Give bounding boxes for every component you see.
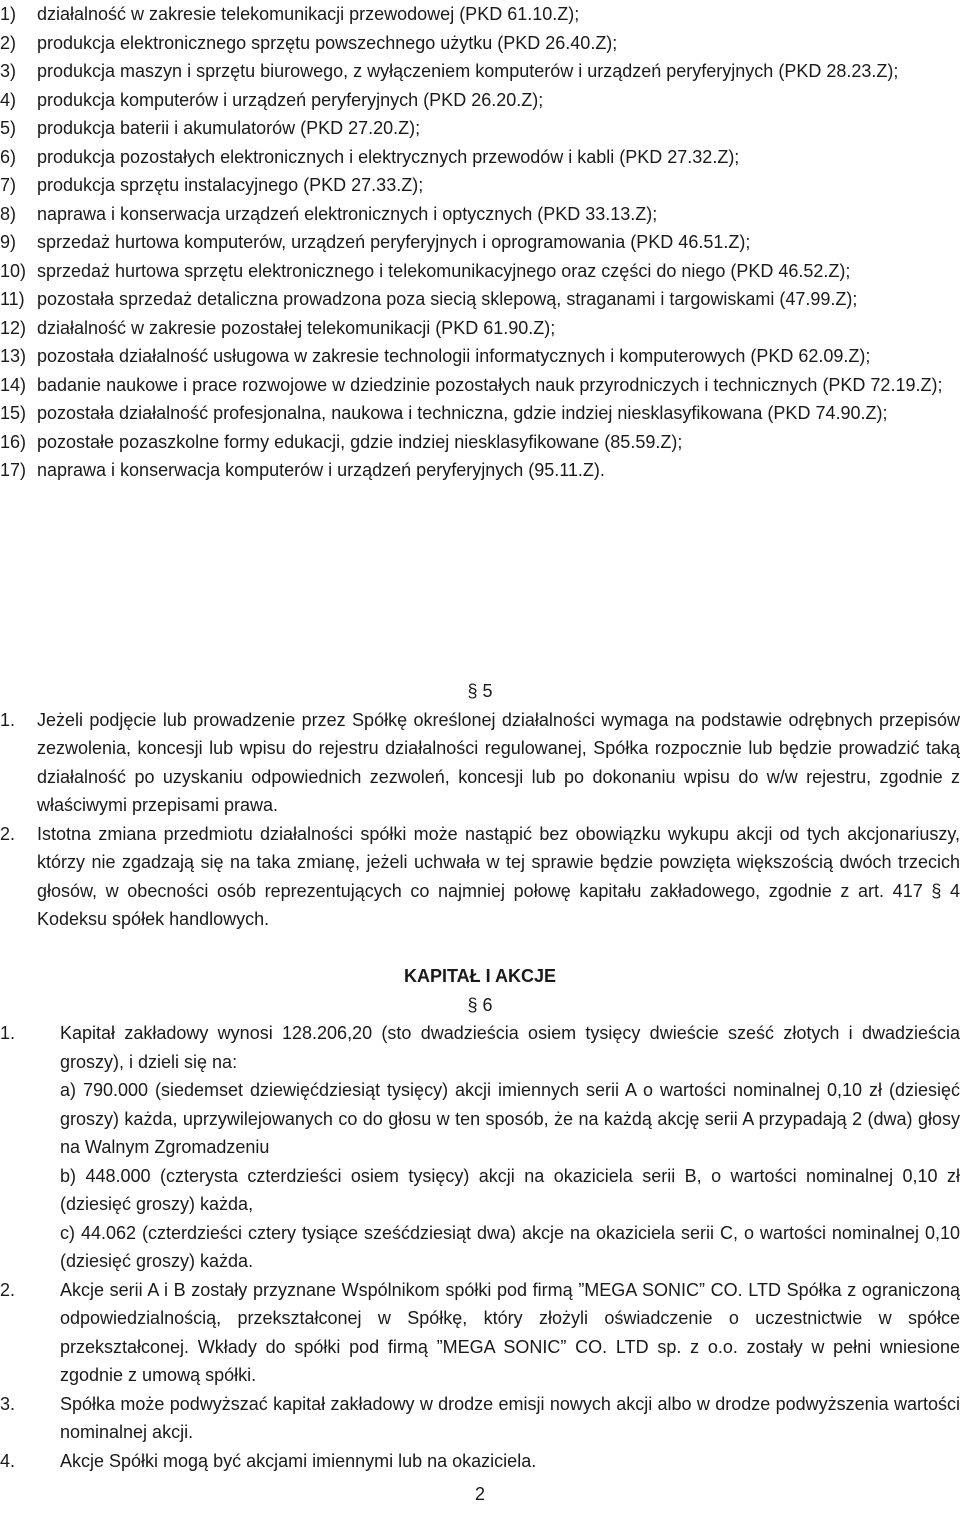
item-number: 17) (0, 460, 27, 480)
section-5-list (0, 706, 960, 934)
item-text: Akcje Spółki mogą być akcjami imiennymi lub na okaziciela. (60, 1450, 537, 1471)
item-number: 12) (0, 317, 27, 338)
item-number: 10) (0, 260, 27, 281)
item-text: sprzedaż hurtowa sprzętu elektronicznego i telekomunikacyjnego oraz części do niego (PKD 46.52.Z); (37, 260, 851, 281)
list-item (0, 143, 960, 172)
item-text: pozostała sprzedaż detaliczna prowadzona poza siecią sklepową, straganami i targowiskami (47.99.Z); (37, 289, 858, 309)
activity-list (0, 0, 960, 485)
list-item (0, 1447, 960, 1476)
list-item (0, 57, 960, 86)
sub-item-a: a) 790.000 (siedemset dziewięćdziesiąt tysięcy) akcji imiennych serii A o wartości nominalnej 0,10 zł (dziesięć groszy) każda, uprzywilejowanych co do głosu w ten sposób, że na każdą akcję serii A przypadają 2 (dwa) głosy na Walnym Zgromadzeniu (60, 1080, 960, 1157)
item-text: produkcja elektronicznego sprzętu powszechnego użytku (PKD 26.40.Z); (37, 32, 618, 53)
item-text: pozostała działalność profesjonalna, naukowa i techniczna, gdzie indziej niesklasyfikowana (PKD 74.90.Z); (37, 403, 888, 423)
list-item (0, 706, 960, 820)
list-item (0, 171, 960, 200)
item-number: 2. (0, 1279, 16, 1300)
item-text: badanie naukowe i prace rozwojowe w dziedzinie pozostałych nauk przyrodniczych i technicznych (PKD 72.19.Z); (37, 374, 943, 395)
list-item (0, 86, 960, 115)
list-item (0, 257, 960, 286)
item-number: 4) (0, 89, 17, 110)
list-item (0, 456, 960, 485)
section-6 (0, 962, 960, 1475)
list-item (0, 428, 960, 457)
list-item (0, 285, 960, 314)
list-item (0, 342, 960, 371)
item-number: 14) (0, 374, 27, 395)
item-number: 8) (0, 203, 17, 224)
list-item (0, 1019, 960, 1276)
item-text: sprzedaż hurtowa komputerów, urządzeń peryferyjnych i oprogramowania (PKD 46.51.Z); (37, 232, 751, 252)
item-text: naprawa i konserwacja komputerów i urządzeń peryferyjnych (95.11.Z). (37, 460, 605, 480)
item-number: 1) (0, 4, 17, 24)
item-number: 9) (0, 232, 17, 252)
section-5-heading: § 5 (467, 681, 493, 701)
item-text: Spółka może podwyższać kapitał zakładowy w drodze emisji nowych akcji albo w drodze podwyższenia wartości nominalnej akcji. (60, 1393, 960, 1442)
item-text: Kapitał zakładowy wynosi 128.206,20 (sto dwadzieścia osiem tysięcy dwieście sześć złotych i dwadzieścia groszy), i dzieli się na: (60, 1023, 960, 1072)
section-6-heading: § 6 (467, 994, 493, 1015)
list-item (0, 0, 960, 29)
list-item (0, 820, 960, 934)
section-6-list (0, 1019, 960, 1475)
item-number: 13) (0, 346, 27, 366)
page-number: 2 (474, 1484, 485, 1504)
section-5 (0, 677, 960, 934)
item-text: pozostałe pozaszkolne formy edukacji, gdzie indziej niesklasyfikowane (85.59.Z); (37, 431, 683, 452)
item-text: produkcja sprzętu instalacyjnego (PKD 27.33.Z); (37, 175, 424, 195)
item-number: 15) (0, 403, 27, 423)
list-item (0, 371, 960, 400)
item-number: 7) (0, 175, 17, 195)
list-item (0, 200, 960, 229)
item-text: działalność w zakresie telekomunikacji przewodowej (PKD 61.10.Z); (37, 4, 580, 24)
item-number: 2. (0, 823, 16, 844)
sub-item-c: c) 44.062 (czterdzieści cztery tysiące sześćdziesiąt dwa) akcje na okaziciela serii C, o wartości nominalnej 0,10 (dziesięć groszy) każda. (60, 1222, 960, 1271)
item-text: działalność w zakresie pozostałej telekomunikacji (PKD 61.90.Z); (37, 317, 556, 338)
paragraph-sign: § (467, 681, 483, 701)
item-text: produkcja pozostałych elektronicznych i elektrycznych przewodów i kabli (PKD 27.32.Z); (37, 146, 740, 167)
item-number: 4. (0, 1450, 16, 1471)
list-item (0, 29, 960, 58)
item-text: Jeżeli podjęcie lub prowadzenie przez Spółkę określonej działalności wymaga na podstawie odrębnych przepisów zezwolenia, koncesji lub wpisu do rejestru działalności regulowanej, Spółka rozpocznie lub będzie prowadzić taką działalność po uzyskaniu odpowiednich zezwoleń, koncesji lub po dokonaniu wpisu do w/w rejestru, zgodnie z właściwymi przepisami prawa. (37, 709, 960, 815)
list-item (0, 399, 960, 428)
item-number: 11) (0, 289, 25, 309)
item-text: pozostała działalność usługowa w zakresie technologii informatycznych i komputerowych (PKD 62.09.Z); (37, 346, 871, 366)
sub-item-b: b) 448.000 (czterysta czterdzieści osiem tysięcy) akcji na okaziciela serii B, o wartości nominalnej 0,10 zł (dziesięć groszy) każda, (60, 1165, 960, 1214)
item-number: 2) (0, 32, 17, 53)
item-number: 1. (0, 709, 16, 730)
item-text: Istotna zmiana przedmiotu działalności spółki może nastąpić bez obowiązku wykupu akcji od tych akcjonariuszy, którzy nie zgadzają się na taka zmianę, jeżeli uchwała w tej sprawie będzie powzięta większością dwóch trzecich głosów, w obecności osób reprezentujących co najmniej połowę kapitału zakładowego, zgodnie z art. 417 § 4 Kodeksu spółek handlowych. (37, 823, 960, 929)
item-number: 1. (0, 1023, 16, 1043)
item-number: 5) (0, 118, 17, 138)
item-text: produkcja baterii i akumulatorów (PKD 27.20.Z); (37, 118, 421, 138)
item-number: 3) (0, 61, 17, 81)
list-item (0, 1276, 960, 1390)
paragraph-sign: § (467, 994, 483, 1015)
list-item (0, 114, 960, 143)
section-6-title: KAPITAŁ I AKCJE (403, 966, 556, 986)
item-text: produkcja maszyn i sprzętu biurowego, z wyłączeniem komputerów i urządzeń peryferyjnych (PKD 28.23.Z); (37, 61, 899, 81)
item-number: 6) (0, 146, 17, 167)
item-text: naprawa i konserwacja urządzeń elektronicznych i optycznych (PKD 33.13.Z); (37, 203, 658, 224)
list-item (0, 314, 960, 343)
item-number: 16) (0, 431, 27, 452)
item-number: 3. (0, 1393, 16, 1414)
list-item (0, 228, 960, 257)
item-text: produkcja komputerów i urządzeń peryferyjnych (PKD 26.20.Z); (37, 89, 544, 110)
list-item (0, 1390, 960, 1447)
item-text: Akcje serii A i B zostały przyznane Wspólnikom spółki pod firmą ”MEGA SONIC” CO. LTD Spółka z ograniczoną odpowiedzialnością, przekształconej w Spółkę, który złożyli oświadczenie o uczestnictwie w spółce przekształconej. Wkłady do spółki pod firmą ”MEGA SONIC” CO. LTD sp. z o.o. zostały w pełni wniesione zgodnie z umową spółki. (60, 1279, 960, 1385)
